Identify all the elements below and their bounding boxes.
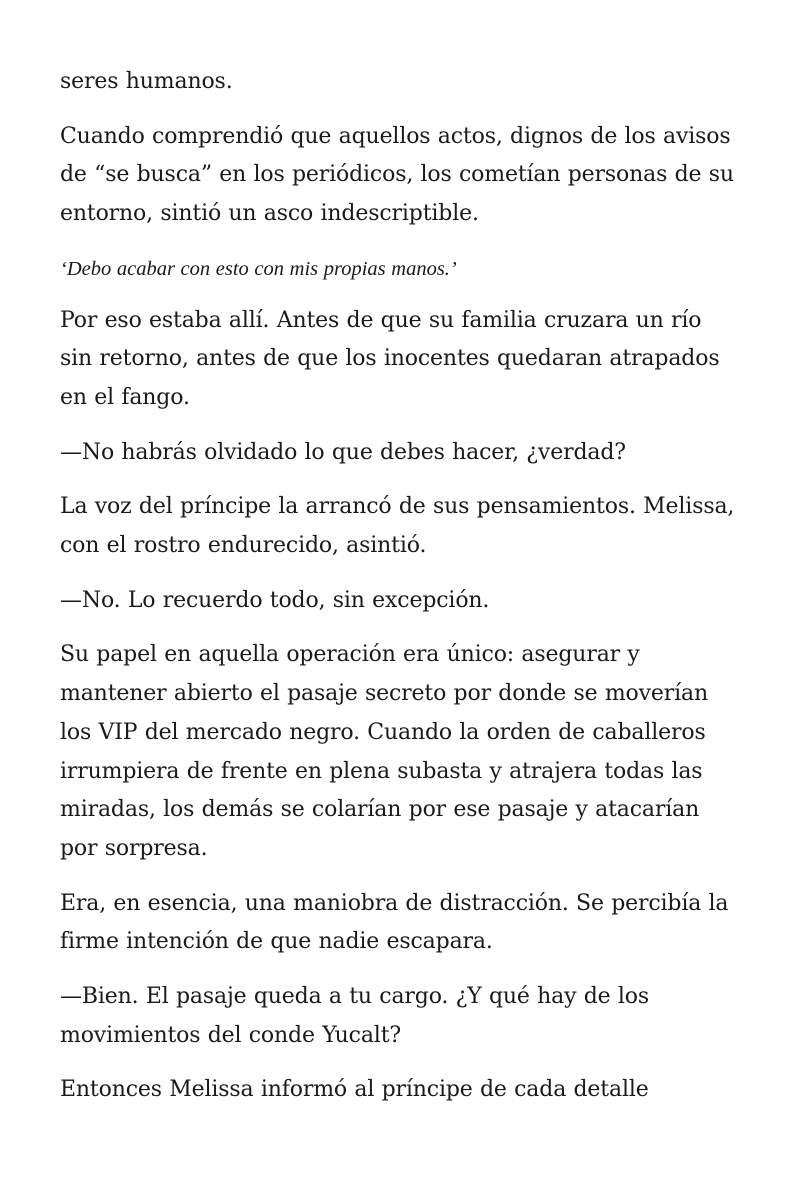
paragraph-narration: Era, en esencia, una maniobra de distracción. Se percibía la firme intención de que nadie escapara. bbox=[60, 890, 729, 955]
paragraph-narration: Su papel en aquella operación era único: asegurar y mantener abierto el pasaje secreto por donde se moverían los VIP del mercado negro. Cuando la orden de caballeros irrumpiera de frente en plena subasta y atrajera todas las miradas, los demás se colarían por ese pasaje y atacarían por sorpresa. bbox=[60, 642, 709, 861]
inner-thought: ‘Debo acabar con esto con mis propias manos.’ bbox=[60, 257, 457, 280]
paragraph-narration: Entonces Melissa informó al príncipe de cada detalle bbox=[60, 1077, 649, 1103]
paragraph-continuation: seres humanos. bbox=[60, 69, 233, 94]
dialogue-line: —No. Lo recuerdo todo, sin excepción. bbox=[60, 587, 490, 613]
dialogue-line: —Bien. El pasaje queda a tu cargo. ¿Y qué hay de los movimientos del conde Yucalt? bbox=[60, 984, 650, 1048]
book-page bbox=[60, 63, 760, 1126]
paragraph-realization: Cuando comprendió que aquellos actos, dignos de los avisos de “se busca” en los periódicos, los cometían personas de su entorno, sintió un asco indescriptible. bbox=[60, 123, 734, 227]
paragraph-narration: Por eso estaba allí. Antes de que su familia cruzara un río sin retorno, antes de que los inocentes quedaran atrapados en el fango. bbox=[60, 307, 720, 410]
paragraph-narration: La voz del príncipe la arrancó de sus pensamientos. Melissa, con el rostro endurecido, asintió. bbox=[60, 494, 735, 559]
dialogue-line: —No habrás olvidado lo que debes hacer, ¿verdad? bbox=[60, 439, 626, 465]
